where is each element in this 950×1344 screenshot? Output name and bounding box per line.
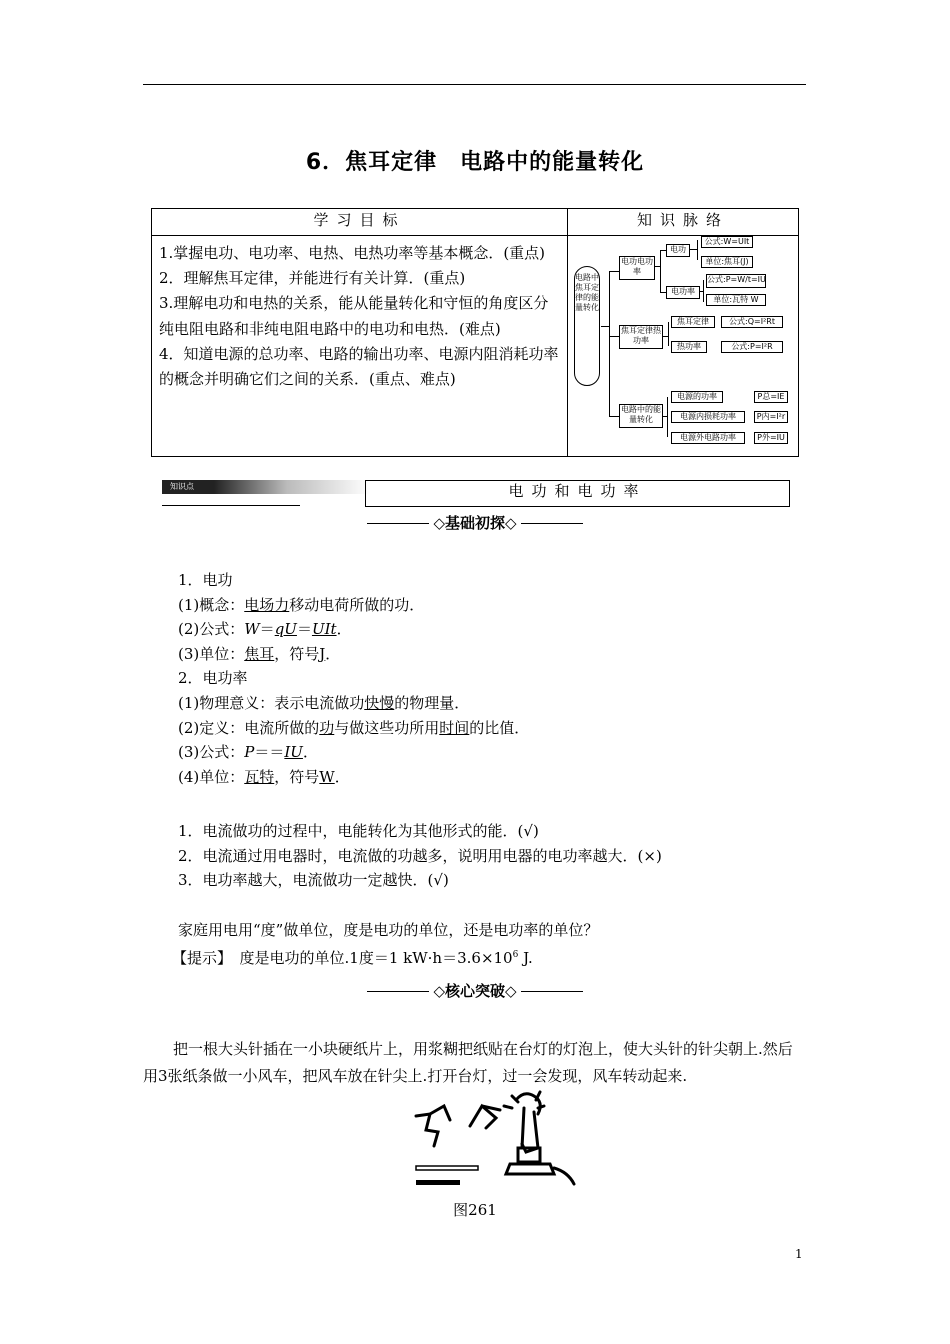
section-heading-core: ◇核心突破◇	[0, 980, 950, 1001]
mindmap-b2: 焦耳定律热功率	[619, 325, 663, 349]
judgement-item: 1．电流做功的过程中，电能转化为其他形式的能．(√)	[178, 822, 539, 840]
content-line: (2)定义：电流所做的功与做这些功所用时间的比值．	[178, 718, 530, 737]
mindmap-b1b1: 公式:P=W/t=IU	[706, 274, 766, 288]
mindmap-root: 电路中焦耳定律的能量转化	[574, 266, 600, 386]
experiment-paragraph: 把一根大头针插在一小块硬纸片上，用浆糊把纸贴在台灯的灯泡上，使大头针的针尖朝上.然后用3张纸条做一小风车，把风车放在针尖上.打开台灯，过一会发现，风车转动起来.	[143, 1040, 793, 1085]
content-line: (3)公式：P＝＝IU．	[178, 743, 318, 762]
header-rule	[143, 84, 806, 85]
pinwheel-lamp-figure	[412, 1088, 582, 1198]
goal-item: 3.理解电功和电热的关系，能从能量转化和守恒的角度区分纯电阻电路和非纯电阻电路中的电功和电热．(难点)	[159, 294, 549, 338]
page-number: 1	[795, 1247, 803, 1261]
judgement-list	[178, 819, 662, 893]
mindmap-b1a2: 单位:焦耳(J)	[701, 256, 753, 268]
hint-line: 【提示】 度是电功的单位.1度＝1 $kW\cdot h=3.6\times 10^6$ J.	[172, 948, 533, 967]
mindmap-b2b: 热功率	[671, 341, 707, 353]
mindmap-b2a: 焦耳定律	[671, 316, 715, 328]
content-block	[178, 568, 529, 789]
goal-item: 4．知道电源的总功率、电路的输出功率、电源内阻消耗功率的概念并明确它们之间的关系．(重点、难点)	[159, 344, 559, 389]
judgement-item: 3．电功率越大，电流做功一定越快．(√)	[178, 871, 449, 890]
page-title: 6．焦耳定律 电路中的能量转化	[305, 150, 645, 175]
mindmap-b2a1: 公式:Q=I²Rt	[721, 316, 783, 328]
figure-caption: 图261	[453, 1201, 497, 1219]
mindmap-b3b: 电源内损耗功率	[671, 411, 745, 423]
content-heading: 2．电功率	[178, 669, 248, 688]
mindmap-b1a1: 公式:W=UIt	[701, 236, 753, 248]
mindmap-b3: 电路中的能量转化	[619, 404, 663, 428]
mindmap-b3b1: P内=I²r	[754, 411, 788, 423]
knowledge-map-cell	[568, 236, 799, 457]
question-text: 家庭用电用“度”做单位，度是电功的单位，还是电功率的单位？	[178, 921, 599, 939]
goal-item: 1.掌握电功、电功率、电热、电热功率等基本概念．(重点)	[159, 244, 546, 262]
mindmap-b3c1: P外=IU	[754, 432, 788, 444]
goals-header: 学习目标	[152, 209, 568, 236]
question-block	[172, 918, 599, 970]
goal-item: 2．理解焦耳定律，并能进行有关计算．(重点)	[159, 269, 466, 288]
knowledge-map-header: 知识脉络	[568, 209, 799, 236]
mindmap-b3c: 电源外电路功率	[671, 432, 745, 444]
section-heading-basic: ◇基础初探◇	[0, 512, 950, 533]
mindmap-b1b: 电功率	[666, 286, 700, 299]
content-heading: 1．电功	[178, 571, 233, 589]
mindmap-b3a: 电源的功率	[671, 391, 723, 403]
mindmap-b1b2: 单位:瓦特 W	[706, 294, 766, 306]
content-line: (1)物理意义：表示电流做功快慢的物理量．	[178, 693, 470, 712]
mindmap-b1: 电功电功率	[619, 256, 655, 280]
knowledge-point-title: 电功和电功率	[365, 480, 790, 507]
knowledge-mindmap	[568, 236, 796, 456]
hint-label: 【提示】	[172, 948, 225, 967]
mindmap-b1a: 电功	[666, 244, 690, 257]
hint-text: 度是电功的单位.1度＝1 kW·h＝3.6×10	[239, 948, 513, 967]
content-line: (2)公式：W＝qU＝UIt．	[178, 620, 352, 639]
content-line: (4)单位：瓦特，符号W．	[178, 767, 350, 786]
goals-list	[152, 236, 568, 457]
knowledge-point-bar	[162, 480, 788, 506]
judgement-item: 2．电流通过用电器时，电流做的功越多，说明用电器的电功率越大．(×)	[178, 846, 662, 865]
knowledge-point-tag: 知识点	[162, 480, 370, 494]
content-line: (1)概念：电场力移动电荷所做的功．	[178, 595, 425, 614]
goals-table	[151, 208, 799, 457]
mindmap-b2b1: 公式:P=I²R	[721, 341, 783, 353]
mindmap-b3a1: P总=IE	[754, 391, 788, 403]
content-line: (3)单位：焦耳，符号J．	[178, 644, 341, 663]
